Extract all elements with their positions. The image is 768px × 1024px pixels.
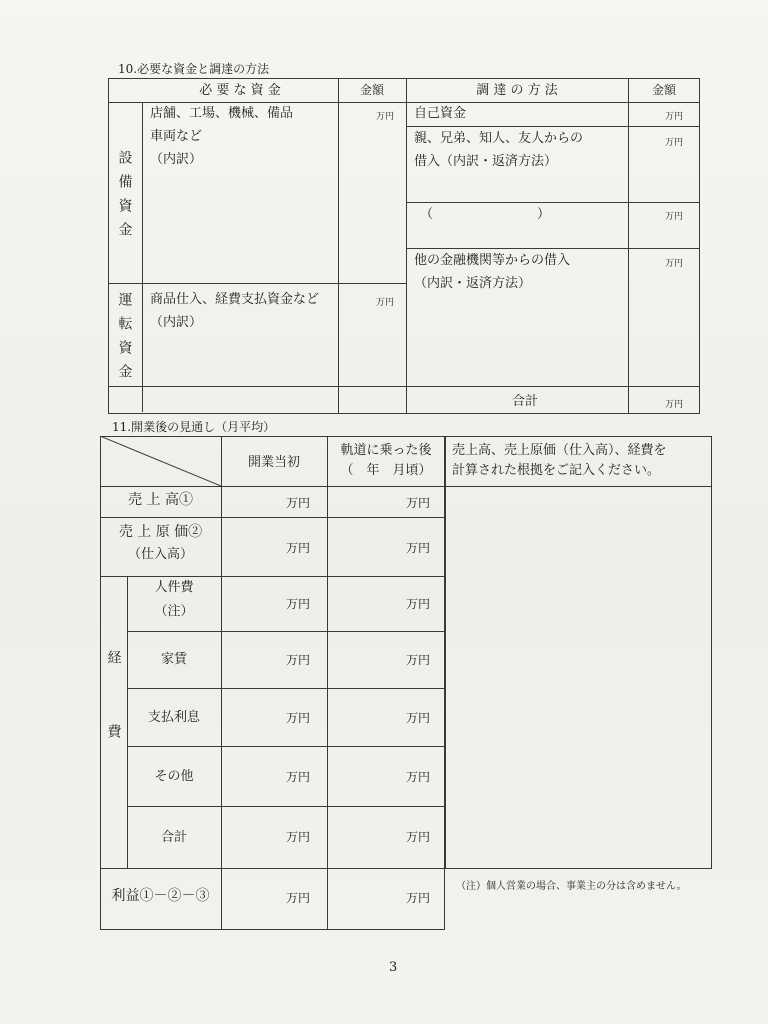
setsubi-line2: 車両など <box>150 129 203 144</box>
header-need: 必 要 な 資 金 <box>199 83 281 98</box>
section11-title: 11.開業後の見通し（月平均） <box>112 420 276 434</box>
row-cost-b: （仕入高） <box>127 547 193 562</box>
unit-labor-2: 万円 <box>406 597 431 611</box>
header-amount2: 金額 <box>651 83 676 97</box>
unten-label: 運転資金 <box>116 292 133 388</box>
method-family-unit: 万円 <box>665 138 684 148</box>
setsubi-line3: （内訳） <box>150 152 203 167</box>
unit-rent-2: 万円 <box>406 653 431 667</box>
funding-total-label: 合計 <box>512 394 539 409</box>
unit-subtotal-1: 万円 <box>286 830 311 844</box>
method-blank-unit: 万円 <box>665 212 684 222</box>
col-ontrack-b: （ 年 月頃） <box>340 463 432 478</box>
row-labor-b: （注） <box>154 604 194 619</box>
corner-diagonal <box>100 436 221 486</box>
method-blank: （ ） <box>420 207 551 222</box>
unit-sales-2: 万円 <box>406 496 431 510</box>
unit-profit-2: 万円 <box>406 891 431 905</box>
unit-cost-1: 万円 <box>286 541 311 555</box>
unit-other-1: 万円 <box>286 770 311 784</box>
setsubi-line1: 店舗、工場、機械、備品 <box>150 106 294 121</box>
row-other: その他 <box>154 769 194 784</box>
col-ontrack-a: 軌道に乗った後 <box>340 443 432 458</box>
row-cost-a: 売 上 原 価② <box>118 524 203 540</box>
col-opening: 開業当初 <box>247 455 300 470</box>
page-number: 3 <box>389 960 398 975</box>
unit-sales-1: 万円 <box>286 496 311 510</box>
setsubi-label: 設備資金 <box>116 150 133 246</box>
section10-title: 10.必要な資金と調達の方法 <box>118 62 270 76</box>
unten-line1: 商品仕入、経費支払資金など <box>150 292 320 307</box>
setsubi-unit: 万円 <box>376 112 395 122</box>
header-method: 調 達 の 方 法 <box>476 83 558 98</box>
header-amount1: 金額 <box>359 83 384 97</box>
unit-labor-1: 万円 <box>286 597 311 611</box>
basis-text-a: 売上高、売上原価（仕入高）、経費を <box>452 443 667 458</box>
row-labor-a: 人件費 <box>154 580 194 595</box>
basis-text-b: 計算された根拠をご記入ください。 <box>452 463 661 478</box>
method-family-line1: 親、兄弟、知人、友人からの <box>414 131 584 146</box>
footnote: （注）個人営業の場合、事業主の分は含めません。 <box>456 881 687 892</box>
outlook-table <box>100 436 445 930</box>
unit-rent-1: 万円 <box>286 653 311 667</box>
method-bank-line1: 他の金融機関等からの借入 <box>414 253 571 268</box>
unit-interest-2: 万円 <box>406 711 431 725</box>
row-subtotal: 合計 <box>160 830 187 845</box>
row-profit: 利益①－②－③ <box>111 888 210 904</box>
unit-subtotal-2: 万円 <box>406 830 431 844</box>
unit-other-2: 万円 <box>406 770 431 784</box>
unten-unit: 万円 <box>376 298 395 308</box>
row-sales: 売 上 高① <box>128 492 193 508</box>
row-rent: 家賃 <box>160 652 187 667</box>
unit-interest-1: 万円 <box>286 711 311 725</box>
unit-profit-1: 万円 <box>286 891 311 905</box>
method-self: 自己資金 <box>414 106 467 121</box>
method-bank-unit: 万円 <box>665 259 684 269</box>
method-family-line2: 借入（内訳・返済方法） <box>414 154 558 169</box>
method-self-unit: 万円 <box>665 112 684 122</box>
method-bank-line2: （内訳・返済方法） <box>414 276 532 291</box>
basis-box <box>445 436 712 869</box>
keihi-label: 経費 <box>105 650 122 798</box>
unit-cost-2: 万円 <box>406 541 431 555</box>
funding-total-unit: 万円 <box>665 400 684 410</box>
unten-line2: （内訳） <box>150 315 203 330</box>
row-interest: 支払利息 <box>147 710 200 725</box>
